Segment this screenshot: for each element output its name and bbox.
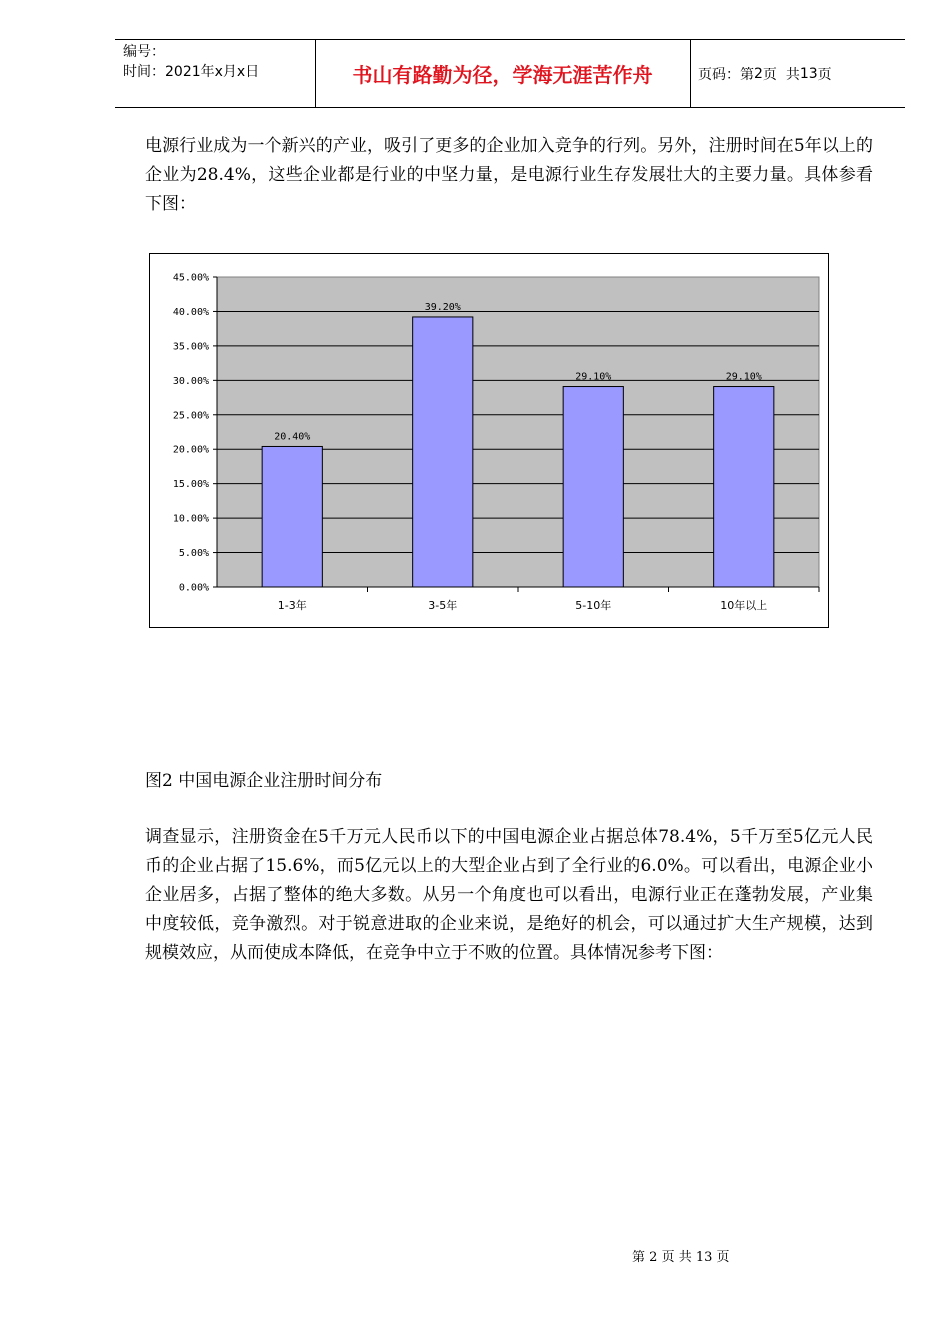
y-tick-label: 25.00% bbox=[172, 410, 209, 422]
y-tick-label: 20.00% bbox=[172, 444, 209, 456]
y-tick-label: 0.00% bbox=[178, 582, 209, 594]
header-divider bbox=[690, 40, 691, 107]
y-tick-label: 45.00% bbox=[172, 272, 209, 284]
serial-number-label: 编号： bbox=[123, 44, 165, 60]
y-tick-label: 35.00% bbox=[172, 341, 209, 353]
x-category-label: 3-5年 bbox=[428, 599, 458, 612]
paragraph-intro: 电源行业成为一个新兴的产业，吸引了更多的企业加入竞争的行列。另外，注册时间在5年以上的企业为28.4%，这些企业都是行业的中坚力量，是电源行业生存发展壮大的主要力量。具体参看下图： bbox=[145, 136, 873, 214]
footer-prefix: 第 bbox=[632, 1250, 646, 1265]
header-meta bbox=[123, 42, 318, 82]
date-label: 时间：2021年x月x日 bbox=[123, 64, 260, 80]
page-suffix: 页 bbox=[817, 66, 832, 83]
header-table bbox=[115, 39, 905, 108]
paragraph-survey: 调查显示，注册资金在5千万元人民币以下的中国电源企业占据总体78.4%，5千万至5亿元人民币的企业占据了15.6%，而5亿元以上的大型企业占到了全行业的6.0%。可以看出，电源企业小企业居多，占据了整体的绝大多数。从另一个角度也可以看出，电源行业正在蓬勃发展，产业集中度较低，竞争激烈。对于锐意进取的企业来说，是绝好的机会，可以通过扩大生产规模，达到规模效应，从而使成本降低，在竞争中立于不败的位置。具体情况参考下图： bbox=[145, 827, 873, 963]
bar bbox=[563, 387, 623, 587]
bar-value-label: 39.20% bbox=[424, 301, 461, 313]
y-tick-label: 30.00% bbox=[172, 375, 209, 387]
bar-chart-svg bbox=[150, 254, 828, 627]
x-category-label: 10年以上 bbox=[720, 599, 768, 612]
bar bbox=[413, 317, 473, 587]
footer-mid: 页 共 bbox=[661, 1250, 692, 1265]
page-mid: 页 共 bbox=[762, 66, 800, 83]
footer-total: 13 bbox=[695, 1250, 713, 1265]
y-tick-label: 15.00% bbox=[172, 479, 209, 491]
bar-value-label: 20.40% bbox=[274, 431, 311, 443]
footer-page-number: 2 bbox=[649, 1250, 658, 1265]
footer-suffix: 页 bbox=[716, 1250, 730, 1265]
y-tick-label: 5.00% bbox=[178, 548, 209, 560]
y-tick-label: 40.00% bbox=[172, 306, 209, 318]
header-page-info bbox=[698, 40, 832, 107]
header-motto: 书山有路勤为径，学海无涯苦作舟 bbox=[352, 63, 653, 87]
page-total: 13 bbox=[799, 65, 818, 82]
page-prefix: 页码：第 bbox=[698, 66, 754, 83]
figure-caption: 图2 中国电源企业注册时间分布 bbox=[145, 771, 383, 791]
bar bbox=[262, 446, 322, 587]
page-footer bbox=[632, 1246, 730, 1265]
y-tick-label: 10.00% bbox=[172, 513, 209, 525]
page-number: 2 bbox=[754, 65, 763, 82]
bar-value-label: 29.10% bbox=[725, 371, 762, 383]
bar bbox=[714, 387, 774, 587]
x-category-label: 5-10年 bbox=[575, 599, 612, 612]
bar-value-label: 29.10% bbox=[575, 371, 612, 383]
bar-chart bbox=[149, 253, 829, 628]
x-category-label: 1-3年 bbox=[277, 599, 307, 612]
